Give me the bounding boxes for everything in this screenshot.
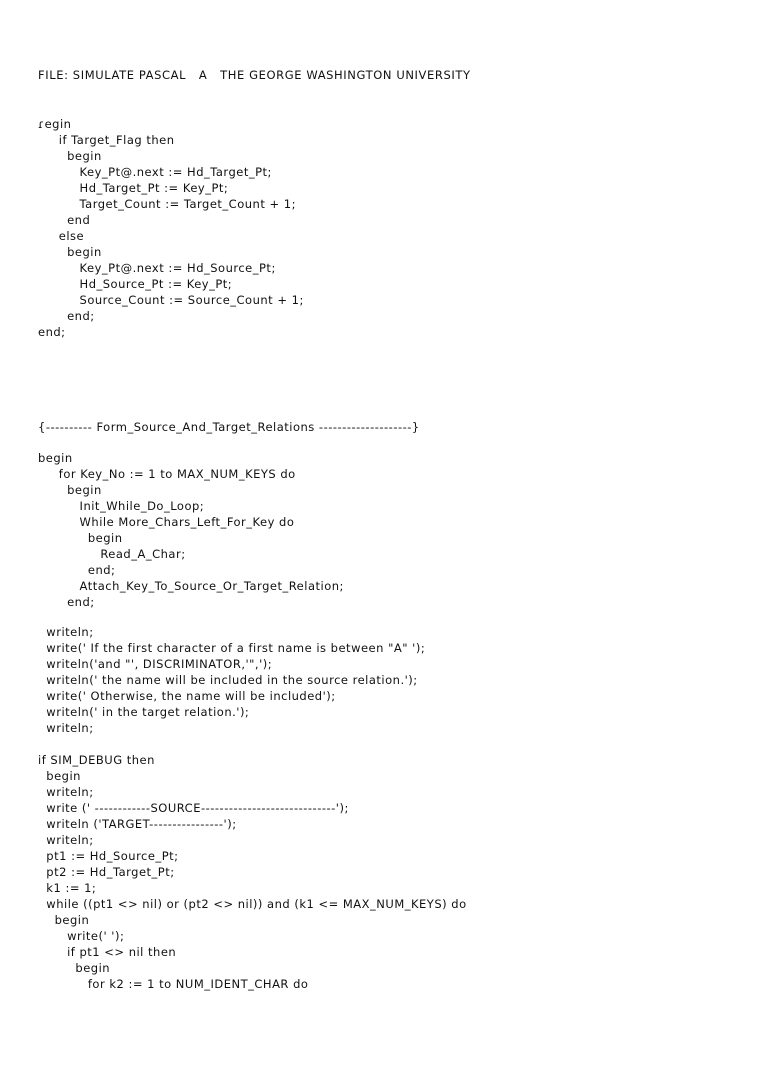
code-block-writeln-messages	[38, 624, 425, 736]
code-block-main-loop	[38, 450, 344, 610]
code-line: begin	[38, 483, 102, 497]
code-line: if Target_Flag then	[38, 133, 175, 147]
code-line: Hd_Source_Pt := Key_Pt;	[38, 277, 233, 291]
code-line: Init_While_Do_Loop;	[38, 499, 205, 513]
code-line: begin	[38, 451, 73, 465]
code-line: writeln;	[38, 833, 94, 847]
code-line: write(' Otherwise, the name will be included');	[38, 689, 336, 703]
code-line: begin	[38, 769, 81, 783]
code-line: writeln(' in the target relation.');	[38, 705, 250, 719]
code-block-add-key	[38, 116, 304, 340]
code-line: begin	[38, 245, 102, 259]
code-line: write(' If the first character of a first name is between "A" ');	[38, 641, 426, 655]
code-line: begin	[38, 913, 90, 927]
code-line: writeln ('TARGET----------------');	[38, 817, 237, 831]
code-line: for k2 := 1 to NUM_IDENT_CHAR do	[38, 977, 309, 991]
code-line: begin	[38, 149, 102, 163]
code-line: end;	[38, 595, 95, 609]
code-line: Read_A_Char;	[38, 547, 186, 561]
code-line: writeln;	[38, 785, 94, 799]
code-line: Target_Count := Target_Count + 1;	[38, 197, 296, 211]
code-line: end	[38, 213, 91, 227]
code-line: writeln('and "', DISCRIMINATOR,'",');	[38, 657, 273, 671]
code-line: Source_Count := Source_Count + 1;	[38, 293, 304, 307]
code-line: end;	[38, 563, 116, 577]
code-line: Hd_Target_Pt := Key_Pt;	[38, 181, 229, 195]
code-line: pt1 := Hd_Source_Pt;	[38, 849, 179, 863]
code-line: writeln;	[38, 625, 94, 639]
code-block-sim-debug	[38, 752, 467, 992]
code-line: Attach_Key_To_Source_Or_Target_Relation;	[38, 579, 344, 593]
code-line: {---------- Form_Source_And_Target_Relations --------------------}	[38, 420, 420, 434]
code-line: else	[38, 229, 85, 243]
code-line: end;	[38, 309, 95, 323]
code-line: While More_Chars_Left_For_Key do	[38, 515, 295, 529]
code-line: end;	[38, 325, 66, 339]
code-line: begin	[38, 531, 123, 545]
code-line: writeln;	[38, 721, 94, 735]
file-header: FILE: SIMULATE PASCAL A THE GEORGE WASHINGTON UNIVERSITY	[38, 68, 471, 82]
code-line: Key_Pt@.next := Hd_Source_Pt;	[38, 261, 276, 275]
code-line: write(' ');	[38, 929, 125, 943]
code-line: begin	[38, 961, 111, 975]
code-line: ɾegin	[38, 117, 72, 131]
code-line: if pt1 <> nil then	[38, 945, 177, 959]
code-line: k1 := 1;	[38, 881, 97, 895]
code-line: while ((pt1 <> nil) or (pt2 <> nil)) and (k1 <= MAX_NUM_KEYS) do	[38, 897, 467, 911]
code-line: Key_Pt@.next := Hd_Target_Pt;	[38, 165, 272, 179]
procedure-comment-banner	[38, 419, 420, 435]
code-line: if SIM_DEBUG then	[38, 753, 155, 767]
code-line: write (' ------------SOURCE-----------------------------');	[38, 801, 349, 815]
code-line: pt2 := Hd_Target_Pt;	[38, 865, 175, 879]
code-line: writeln(' the name will be included in the source relation.');	[38, 673, 418, 687]
code-line: for Key_No := 1 to MAX_NUM_KEYS do	[38, 467, 296, 481]
